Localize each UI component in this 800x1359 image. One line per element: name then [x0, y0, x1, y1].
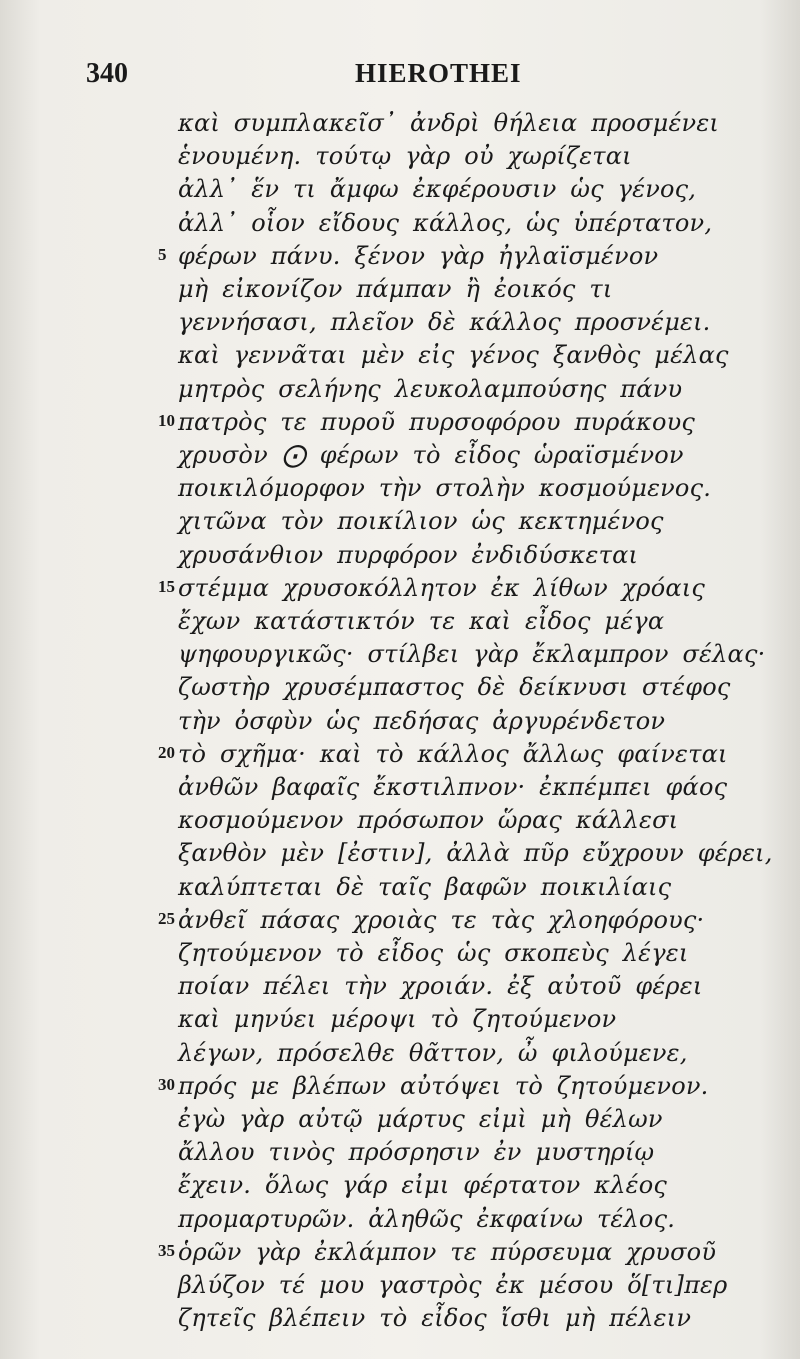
line-text: φέρων πάνυ. ξένον γὰρ ἠγλαϊσμένον [178, 241, 659, 270]
line-text: προμαρτυρῶν. ἀληθῶς ἐκφαίνω τέλος. [178, 1204, 676, 1233]
verse-line [0, 239, 800, 273]
line-text: ἀλλ᾽ ἕν τι ἄμφω ἐκφέρουσιν ὡς γένος, [178, 175, 697, 204]
line-text: ἔχων κατάστικτόν τε καὶ εἶδος μέγα [178, 607, 665, 635]
line-text: γεννήσασι, πλεῖον δὲ κάλλος προσνέμει. [178, 308, 711, 337]
line-text: ζωστὴρ χρυσέμπαστος δὲ δείκνυσι στέφος [178, 673, 731, 702]
line-number: 15 [158, 576, 175, 596]
running-head: HIEROTHEI [355, 58, 522, 88]
line-text: ξανθὸν μὲν [ἐστιν], ἀλλὰ πῦρ εὔχρουν φέρει, [178, 839, 773, 868]
line-text: πρός με βλέπων αὐτόψει τὸ ζητούμενον. [178, 1071, 709, 1100]
line-text: καλύπτεται δὲ ταῖς βαφῶν ποικιλίαις [178, 872, 672, 901]
line-text: λέγων, πρόσελθε θᾶττον, ὦ φιλούμενε, [178, 1038, 688, 1067]
line-text: ἔχειν. ὅλως γάρ εἰμι φέρτατον κλέος [178, 1171, 668, 1200]
line-number: 10 [158, 410, 175, 430]
verse-line [0, 471, 800, 505]
verse-line [0, 106, 800, 140]
line-text: στέμμα χρυσοκόλλητον ἐκ λίθων χρόαις [178, 573, 706, 602]
line-text: ζητεῖς βλέπειν τὸ εἶδος ἴσθι μὴ πέλειν [178, 1304, 692, 1333]
verse-line [0, 571, 800, 605]
line-text: ποικιλόμορφον τὴν στολὴν κοσμούμενος. [178, 474, 712, 503]
line-text: μὴ εἰκονίζον πάμπαν ἢ ἐοικός τι [178, 275, 613, 303]
verse-line [0, 604, 800, 638]
line-text: χιτῶνα τὸν ποικίλιον ὡς κεκτημένος [178, 507, 664, 536]
line-text: ποίαν πέλει τὴν χροιάν. ἐξ αὐτοῦ φέρει [178, 972, 703, 1001]
line-text: χρυσάνθιον πυρφόρον ἐνδιδύσκεται [178, 540, 639, 569]
verse-line [0, 704, 800, 738]
line-text: τὸ σχῆμα· καὶ τὸ κάλλος ἄλλως φαίνεται [178, 739, 728, 768]
verse-line [0, 1301, 800, 1335]
verse-line [0, 206, 800, 240]
line-number: 35 [158, 1240, 175, 1260]
line-text: ζητούμενον τὸ εἶδος ὡς σκοπεὺς λέγει [178, 939, 689, 967]
verse-line [0, 372, 800, 406]
verse-line [0, 836, 800, 870]
verse-line [0, 1069, 800, 1103]
verse-line [0, 803, 800, 837]
line-text: ἑνουμένη. τούτῳ γὰρ οὐ χωρίζεται [178, 142, 632, 171]
verse-line [0, 438, 800, 472]
verse-line [0, 903, 800, 937]
verse-line [0, 670, 800, 704]
line-text: μητρὸς σελήνης λευκολαμπούσης πάνυ [178, 374, 683, 403]
verse-line [0, 1268, 800, 1302]
line-text: τὴν ὀσφὺν ὡς πεδήσας ἀργυρένδετον [178, 706, 666, 735]
line-number: 20 [158, 742, 175, 762]
verse-line [0, 770, 800, 804]
verse-line [0, 305, 800, 339]
verse-line [0, 1168, 800, 1202]
line-text: βλύζον τέ μου γαστρὸς ἐκ μέσου ὅ[τι]περ [178, 1271, 728, 1299]
verse-line [0, 637, 800, 671]
page-number: 340 [86, 58, 128, 89]
line-number: 5 [158, 244, 167, 264]
verse-line [0, 969, 800, 1003]
verse-line [0, 936, 800, 970]
verse-line [0, 1036, 800, 1070]
line-text: κοσμούμενον πρόσωπον ὥρας κάλλεσι [178, 806, 679, 835]
line-text: ἀνθεῖ πάσας χροιὰς τε τὰς χλοηφόρους· [178, 905, 705, 934]
line-text: ἀνθῶν βαφαῖς ἔκστιλπνον· ἐκπέμπει φάος [178, 773, 728, 801]
line-text: ψηφουργικῶς· στίλβει γὰρ ἔκλαμπρον σέλας· [178, 640, 766, 669]
line-text: χρυσὸν ⨀ φέρων τὸ εἶδος ὡραϊσμένον [178, 441, 684, 469]
verse-line [0, 405, 800, 439]
verse-line [0, 737, 800, 771]
verse-line [0, 338, 800, 372]
page-header [0, 56, 800, 96]
verse-line [0, 139, 800, 173]
line-number: 30 [158, 1074, 175, 1094]
line-text: ὁρῶν γὰρ ἐκλάμπον τε πύρσευμα χρυσοῦ [178, 1237, 717, 1266]
verse-line [0, 504, 800, 538]
line-text: καὶ μηνύει μέροψι τὸ ζητούμενον [178, 1005, 617, 1034]
line-text: πατρὸς τε πυροῦ πυρσοφόρου πυράκους [178, 407, 696, 436]
line-text: καὶ συμπλακεῖσ᾽ ἀνδρὶ θήλεια προσμένει [178, 109, 720, 137]
verse-line [0, 1202, 800, 1236]
verse-line [0, 172, 800, 206]
line-text: καὶ γεννᾶται μὲν εἰς γένος ξανθὸς μέλας [178, 341, 729, 370]
verse-line [0, 1002, 800, 1036]
line-text: ἐγὼ γὰρ αὐτῷ μάρτυς εἰμὶ μὴ θέλων [178, 1105, 663, 1133]
line-text: ἀλλ᾽ οἷον εἴδους κάλλος, ὡς ὑπέρτατον, [178, 208, 713, 237]
verse-line [0, 538, 800, 572]
line-text: ἄλλου τινὸς πρόσρησιν ἐν μυστηρίῳ [178, 1138, 655, 1167]
verse-line [0, 272, 800, 306]
verse-line [0, 1135, 800, 1169]
verse-line [0, 870, 800, 904]
verse-line [0, 1235, 800, 1269]
line-number: 25 [158, 908, 175, 928]
verse-line [0, 1102, 800, 1136]
